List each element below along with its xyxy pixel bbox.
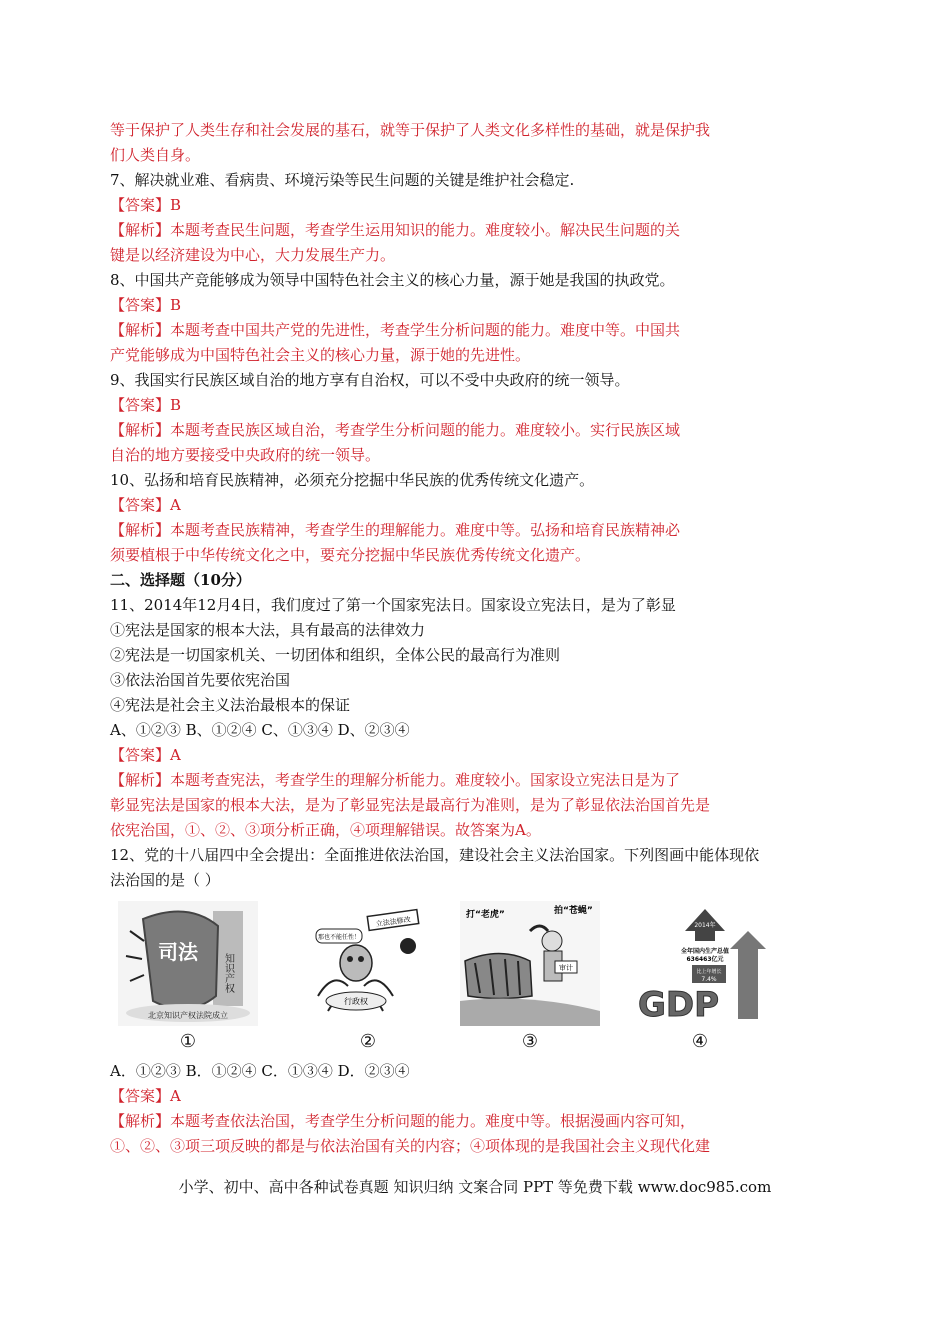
picture-4-gdp: GDP xyxy=(638,985,720,1025)
text-line: ①宪法是国家的根本大法，具有最高的法律效力 xyxy=(110,621,426,639)
cartoon-judicial-shield xyxy=(118,901,258,1026)
picture-1-side-label: 知识产权 xyxy=(222,953,234,993)
text-line: 键是以经济建设为中心，大力发展生产力。 xyxy=(110,246,396,264)
page-footer: 小学、初中、高中各种试卷真题 知识归纳 文案合同 PPT 等免费下载 www.doc985.com xyxy=(178,1178,772,1196)
text-line: 们人类自身。 xyxy=(110,146,201,164)
text-line: 11、2014年12月4日，我们度过了第一个国家宪法日。国家设立宪法日，是为了彰显 xyxy=(110,596,676,614)
text-line: 【解析】本题考查民生问题，考查学生运用知识的能力。难度较小。解决民生问题的关 xyxy=(110,221,681,239)
text-line: 【答案】B xyxy=(110,196,182,214)
text-line: 依宪治国，①、②、③项分析正确，④项理解错误。故答案为A。 xyxy=(110,821,541,839)
text-line: 【答案】B xyxy=(110,296,182,314)
text-line: 【答案】B xyxy=(110,396,182,414)
text-line: 【解析】本题考查民族精神，考查学生的理解能力。难度中等。弘扬和培育民族精神必 xyxy=(110,521,681,539)
text-line: 【解析】本题考查民族区域自治，考查学生分析问题的能力。难度较小。实行民族区域 xyxy=(110,421,681,439)
text-line: 法治国的是（ ） xyxy=(110,871,220,889)
picture-4-line4: 7.4% xyxy=(701,976,717,983)
text-block-top xyxy=(110,118,850,893)
picture-1-caption: 北京知识产权法院成立 xyxy=(148,1011,228,1020)
text-line: 7、解决就业难、看病贵、环境污染等民生问题的关键是维护社会稳定. xyxy=(110,171,575,189)
text-line: 【答案】A xyxy=(110,496,181,514)
picture-2-bubble: 那也不能任性！ xyxy=(317,934,361,941)
cartoon-gdp xyxy=(630,901,770,1026)
picture-2-number: ② xyxy=(359,1031,377,1052)
text-line: 彰显宪法是国家的根本大法，是为了彰显宪法是最高行为准则，是为了彰显依法治国首先是 xyxy=(110,796,711,814)
picture-2-sign: 立法法修改 xyxy=(375,915,412,929)
picture-3-number: ③ xyxy=(521,1031,539,1052)
picture-4-number: ④ xyxy=(691,1031,709,1052)
text-line: 自治的地方要接受中央政府的统一领导。 xyxy=(110,446,381,464)
text-line: 12、党的十八届四中全会提出：全面推进依法治国，建设社会主义法治国家。下列图画中能体现依 xyxy=(110,846,760,864)
picture-2-base: 行政权 xyxy=(344,997,368,1006)
cartoon-tiger-fly xyxy=(460,901,600,1026)
cartoon-images xyxy=(110,901,850,1059)
text-line: A．①②③ B．①②④ C．①③④ D．②③④ xyxy=(110,1062,410,1080)
text-line: A、①②③ B、①②④ C、①③④ D、②③④ xyxy=(110,721,410,739)
text-line: 【答案】A xyxy=(110,746,181,764)
text-line: 【解析】本题考查宪法，考查学生的理解分析能力。难度较小。国家设立宪法日是为了 xyxy=(110,771,681,789)
text-line: 【答案】A xyxy=(110,1087,181,1105)
text-line: ④宪法是社会主义法治最根本的保证 xyxy=(110,696,351,714)
picture-4-line1: 全年国内生产总值 xyxy=(680,948,730,955)
text-line: 二、选择题（10分） xyxy=(110,571,251,589)
text-line: 须要植根于中华传统文化之中，要充分挖掘中华民族优秀传统文化遗产。 xyxy=(110,546,591,564)
text-line: 等于保护了人类生存和社会发展的基石，就等于保护了人类文化多样性的基础，就是保护我 xyxy=(110,121,711,139)
cartoon-octopus-law xyxy=(298,901,438,1026)
text-line: 产党能够成为中国特色社会主义的核心力量，源于她的先进性。 xyxy=(110,346,531,364)
picture-3-left-label: 打“老虎” xyxy=(466,910,505,920)
picture-1-number: ① xyxy=(179,1031,197,1052)
picture-3-right-label: 拍“苍蝇” xyxy=(554,906,593,916)
picture-3-tag: 审计 xyxy=(559,964,573,972)
text-line: 【解析】本题考查依法治国，考查学生分析问题的能力。难度中等。根据漫画内容可知， xyxy=(110,1112,696,1130)
text-line: 9、我国实行民族区域自治的地方享有自治权，可以不受中央政府的统一领导。 xyxy=(110,371,630,389)
picture-4-line2: 636463亿元 xyxy=(686,956,724,963)
text-block-bottom xyxy=(110,1059,850,1159)
text-line: ②宪法是一切国家机关、一切团体和组织，全体公民的最高行为准则 xyxy=(110,646,561,664)
picture-1-main-label: 司法 xyxy=(158,940,198,964)
text-line: 【解析】本题考查中国共产党的先进性，考查学生分析问题的能力。难度中等。中国共 xyxy=(110,321,681,339)
text-line: ①、②、③项三项反映的都是与依法治国有关的内容；④项体现的是我国社会主义现代化建 xyxy=(110,1137,711,1155)
text-line: 10、弘扬和培育民族精神，必须充分挖掘中华民族的优秀传统文化遗产。 xyxy=(110,471,595,489)
text-line: ③依法治国首先要依宪治国 xyxy=(110,671,291,689)
picture-4-arrow-label: 2014年 xyxy=(694,922,716,929)
picture-4-line3: 比上年增长 xyxy=(696,969,722,975)
document-content xyxy=(110,118,850,1159)
text-line: 8、中国共产竞能够成为领导中国特色社会主义的核心力量，源于她是我国的执政党。 xyxy=(110,271,675,289)
